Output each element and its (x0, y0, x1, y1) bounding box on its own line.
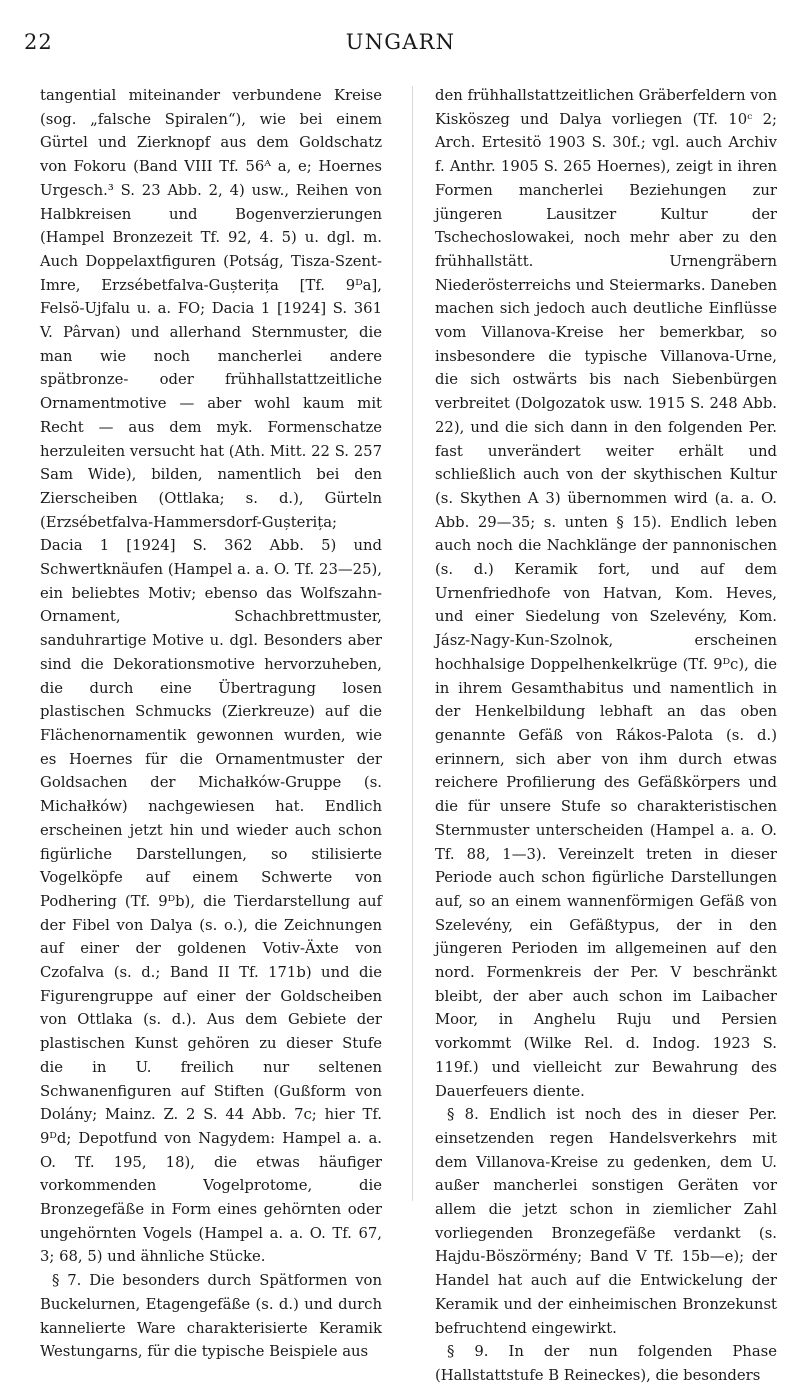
right-paragraph-2: § 8. Endlich ist noch des in dieser Per. einsetzenden regen Handelsverkehrs mit dem Villanova-Kreise zu gedenken, dem U. außer mancherlei sonstigen Geräten vor allem die jetzt schon in ziemlicher Zahl vorliegenden Bronzegefäße verdankt (s. Hajdu-Böszörmény; Band V Tf. 15b—e); der Handel hat auch auf die Entwickelung der Keramik und der einheimischen Bronzekunst befruchtend eingewirkt. (435, 1106, 777, 1337)
left-paragraph-2: § 7. Die besonders durch Spätformen von Buckelurnen, Etagengefäße (s. d.) und durch kannelierte Ware charakterisierte Keramik Westungarns, für die typische Beispiele aus (40, 1272, 382, 1361)
right-paragraph-3: § 9. In der nun folgenden Phase (Hallstattstufe B Reineckes), die besonders (435, 1343, 777, 1384)
running-head: UNGARN (345, 30, 456, 54)
right-paragraph-1: den frühhallstattzeitlichen Gräberfeldern von Kisköszeg und Dalya vorliegen (Tf. 10ᶜ 2; Arch. Ertesitö 1903 S. 30f.; vgl. auch Archiv f. Anthr. 1905 S. 265 Hoernes), zeigt in ihren Formen mancherlei Beziehungen zur jüngeren Lausitzer Kultur der Tschechoslowakei, noch mehr aber zu den frühhallstätt. Urnengräbern Niederösterreichs und Steiermarks. Daneben machen sich jedoch auch deutliche Einflüsse vom Villanova-Kreise her bemerkbar, so insbesondere die typische Villanova-Urne, die sich ostwärts bis nach Siebenbürgen verbreitet (Dolgozatok usw. 1915 S. 248 Abb. 22), und die sich dann in den folgenden Per. fast unverändert weiter erhält und schließlich auch von der skythischen Kultur (s. Skythen A 3) übernommen wird (a. a. O. Abb. 29—35; s. unten § 15). Endlich leben auch noch die Nachklänge der pannonischen (s. d.) Keramik fort, und auf dem Urnenfriedhofe von Hatvan, Kom. Heves, und einer Siedelung von Szelevény, Kom. Jász-Nagy-Kun-Szolnok, erscheinen hochhalsige Doppelhenkelkrüge (Tf. 9ᴰc), die in ihrem Gesamthabitus und namentlich in der Henkelbildung lebhaft an das oben genannte Gefäß von Rákos-Palota (s. d.) erinnern, sich aber von ihm durch etwas reichere Profilierung des Gefäßkörpers und die für unsere Stufe so charakteristischen Sternmuster unterscheiden (Hampel a. a. O. Tf. 88, 1—3). Vereinzelt treten in dieser Periode auch schon figürliche Darstellungen auf, so an einem wannenförmigen Gefäß von Szelevény, ein Gefäßtypus, der in den jüngeren Perioden im allgemeinen auf den nord. Formenkreis der Per. V beschränkt bleibt, der aber auch schon im Laibacher Moor, in Anghelu Ruju und Persien vorkommt (Wilke Rel. d. Indog. 1923 S. 119f.) und vielleicht zur Bewahrung des Dauerfeuers diente. (435, 87, 777, 1100)
left-paragraph-1: tangential miteinander verbundene Kreise (sog. „falsche Spiralen“), wie bei einem Gürtel und Zierknopf aus dem Goldschatz von Fokoru (Band VIII Tf. 56ᴬ a, e; Hoernes Urgesch.³ S. 23 Abb. 2, 4) usw., Reihen von Halbkreisen und Bogenverzierungen (Hampel Bronzezeit Tf. 92, 4. 5) u. dgl. m. Auch Doppelaxtfiguren (Potság, Tisza-Szent-Imre, Erzsébetfalva-Gușterița [Tf. 9ᴰa], Felsö-Ujfalu u. a. FO; Dacia 1 [1924] S. 361 V. Pârvan) und allerhand Sternmuster, die man wie noch mancherlei andere spätbronze- oder frühhallstattzeitliche Ornamentmotive — aber wohl kaum mit Recht — aus dem myk. Formenschatze herzuleiten versucht hat (Ath. Mitt. 22 S. 257 Sam Wide), bilden, namentlich bei den Zierscheiben (Ottlaka; s. d.), Gürteln (Erzsébetfalva-Hammersdorf-Gușterița; Dacia 1 [1924] S. 362 Abb. 5) und Schwertknäufen (Hampel a. a. O. Tf. 23—25), ein beliebtes Motiv; ebenso das Wolfszahn-Ornament, Schachbrettmuster, sanduhrartige Motive u. dgl. Besonders aber sind die Dekorationsmotive hervorzuheben, die durch eine Übertragung losen plastischen Schmucks (Zierkreuze) auf die Flächenornamentik gewonnen wurden, wie es Hoernes für die Ornamentmuster der Goldsachen der Michałków-Gruppe (s. Michałków) nachgewiesen hat. Endlich erscheinen jetzt hin und wieder auch schon figürliche Darstellungen, so stilisierte Vogelköpfe auf einem Schwerte von Podhering (Tf. 9ᴰb), die Tierdarstellung auf der Fibel von Dalya (s. o.), die Zeichnungen auf einer der goldenen Votiv-Äxte von Czofalva (s. d.; Band II Tf. 171b) und die Figurengruppe auf einer der Goldscheiben von Ottlaka (s. d.). Aus dem Gebiete der plastischen Kunst gehören zu dieser Stufe die in U. freilich nur seltenen Schwanenfiguren auf Stiften (Gußform von Dolány; Mainz. Z. 2 S. 44 Abb. 7c; hier Tf. 9ᴰd; Depotfund von Nagydem: Hampel a. a. O. Tf. 195, 18), die etwas häufiger vorkommenden Vogelprotome, die Bronzegefäße in Form eines gehörnten oder ungehörnten Vogels (Hampel a. a. O. Tf. 67, 3; 68, 5) und ähnliche Stücke. (40, 87, 382, 1266)
column-divider (412, 86, 413, 1201)
right-column (435, 84, 777, 1388)
left-column (40, 84, 382, 1364)
page-number: 22 (24, 30, 53, 54)
